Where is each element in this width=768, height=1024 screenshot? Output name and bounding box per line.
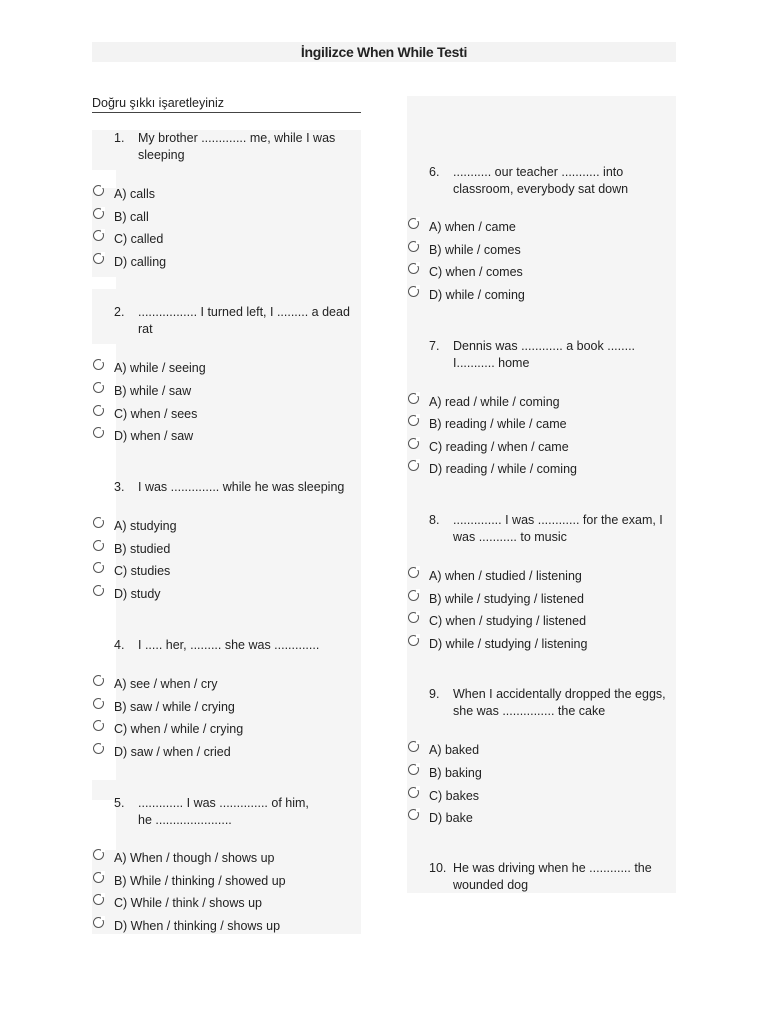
- radio-button-q4-d[interactable]: [93, 743, 104, 754]
- radio-button-q7-b[interactable]: [408, 415, 419, 426]
- option-q4-c[interactable]: C) when / while / crying: [114, 722, 244, 736]
- question-text: ............. I was .............. of him, he ......................: [138, 796, 309, 827]
- option-q5-b[interactable]: B) While / thinking / showed up: [114, 874, 286, 888]
- question-text: My brother ............. me, while I was sleeping: [138, 131, 336, 162]
- option-q1-c[interactable]: C) called: [114, 232, 164, 246]
- question-number: 4.: [114, 638, 125, 652]
- option-q2-c[interactable]: C) when / sees: [114, 407, 198, 421]
- question-text: He was driving when he ............ the wounded dog: [453, 861, 652, 892]
- option-q8-c[interactable]: C) when / studying / listened: [429, 614, 587, 628]
- radio-button-q6-d[interactable]: [408, 286, 419, 297]
- option-q9-d[interactable]: D) bake: [429, 811, 473, 825]
- option-q3-a[interactable]: A) studying: [114, 519, 177, 533]
- option-q7-a[interactable]: A) read / while / coming: [429, 395, 560, 409]
- question-number: 2.: [114, 305, 125, 319]
- radio-button-q1-d[interactable]: [93, 253, 104, 264]
- option-q4-d[interactable]: D) saw / when / cried: [114, 745, 231, 759]
- option-q5-d[interactable]: D) When / thinking / shows up: [114, 919, 281, 933]
- radio-button-q5-a[interactable]: [93, 849, 104, 860]
- option-q7-b[interactable]: B) reading / while / came: [429, 417, 567, 431]
- option-q1-b[interactable]: B) call: [114, 210, 149, 224]
- option-q1-d[interactable]: D) calling: [114, 255, 167, 269]
- option-q3-d[interactable]: D) study: [114, 587, 161, 601]
- option-q5-a[interactable]: A) When / though / shows up: [114, 851, 275, 865]
- radio-button-q7-c[interactable]: [408, 438, 419, 449]
- option-q1-a[interactable]: A) calls: [114, 187, 155, 201]
- radio-button-q3-b[interactable]: [93, 540, 104, 551]
- radio-button-q9-a[interactable]: [408, 741, 419, 752]
- radio-button-q8-d[interactable]: [408, 635, 419, 646]
- radio-button-q3-d[interactable]: [93, 585, 104, 596]
- radio-button-q9-c[interactable]: [408, 787, 419, 798]
- radio-button-q8-a[interactable]: [408, 567, 419, 578]
- radio-button-q1-c[interactable]: [93, 230, 104, 241]
- option-q8-d[interactable]: D) while / studying / listening: [429, 637, 588, 651]
- option-q9-b[interactable]: B) baking: [429, 766, 482, 780]
- radio-button-q1-b[interactable]: [93, 208, 104, 219]
- option-q9-c[interactable]: C) bakes: [429, 789, 480, 803]
- option-q6-b[interactable]: B) while / comes: [429, 243, 521, 257]
- radio-button-q6-a[interactable]: [408, 218, 419, 229]
- radio-button-q4-c[interactable]: [93, 720, 104, 731]
- option-q4-b[interactable]: B) saw / while / crying: [114, 700, 235, 714]
- question-text: I ..... her, ......... she was .............: [138, 638, 320, 652]
- option-q2-a[interactable]: A) while / seeing: [114, 361, 206, 375]
- question-number: 8.: [429, 513, 440, 527]
- radio-button-q9-d[interactable]: [408, 809, 419, 820]
- option-q5-c[interactable]: C) While / think / shows up: [114, 896, 262, 910]
- question-number: 3.: [114, 480, 125, 494]
- option-q7-c[interactable]: C) reading / when / came: [429, 440, 569, 454]
- option-q6-a[interactable]: A) when / came: [429, 220, 516, 234]
- option-q6-c[interactable]: C) when / comes: [429, 265, 523, 279]
- radio-button-q6-b[interactable]: [408, 241, 419, 252]
- option-q4-a[interactable]: A) see / when / cry: [114, 677, 218, 691]
- page-title: İngilizce When While Testi: [92, 42, 676, 62]
- radio-button-q5-d[interactable]: [93, 917, 104, 928]
- radio-button-q3-a[interactable]: [93, 517, 104, 528]
- radio-button-q2-a[interactable]: [93, 359, 104, 370]
- question-number: 1.: [114, 131, 125, 145]
- option-q8-a[interactable]: A) when / studied / listening: [429, 569, 582, 583]
- radio-button-q9-b[interactable]: [408, 764, 419, 775]
- radio-button-q7-a[interactable]: [408, 393, 419, 404]
- option-q2-d[interactable]: D) when / saw: [114, 429, 194, 443]
- option-q2-b[interactable]: B) while / saw: [114, 384, 192, 398]
- radio-button-q2-c[interactable]: [93, 405, 104, 416]
- radio-button-q7-d[interactable]: [408, 460, 419, 471]
- option-q6-d[interactable]: D) while / coming: [429, 288, 525, 302]
- radio-button-q5-c[interactable]: [93, 894, 104, 905]
- radio-button-q4-a[interactable]: [93, 675, 104, 686]
- radio-button-q1-a[interactable]: [93, 185, 104, 196]
- question-number: 7.: [429, 339, 440, 353]
- question-number: 10.: [429, 861, 447, 875]
- question-text: Dennis was ............ a book ........ I........... home: [453, 339, 636, 370]
- radio-button-q4-b[interactable]: [93, 698, 104, 709]
- instructions: Doğru şıkkı işaretleyiniz: [92, 96, 361, 113]
- radio-button-q2-b[interactable]: [93, 382, 104, 393]
- radio-button-q2-d[interactable]: [93, 427, 104, 438]
- option-q8-b[interactable]: B) while / studying / listened: [429, 592, 584, 606]
- radio-button-q6-c[interactable]: [408, 263, 419, 274]
- question-number: 9.: [429, 687, 440, 701]
- radio-button-q8-c[interactable]: [408, 612, 419, 623]
- radio-button-q8-b[interactable]: [408, 590, 419, 601]
- option-q9-a[interactable]: A) baked: [429, 743, 480, 757]
- radio-button-q5-b[interactable]: [93, 872, 104, 883]
- question-number: 5.: [114, 796, 125, 810]
- option-q3-b[interactable]: B) studied: [114, 542, 171, 556]
- question-text: ........... our teacher ........... into classroom, everybody sat down: [453, 165, 629, 196]
- question-text: When I accidentally dropped the eggs, she was ............... the cake: [453, 687, 666, 718]
- question-text: ................. I turned left, I ......... a dead rat: [138, 305, 350, 336]
- radio-button-q3-c[interactable]: [93, 562, 104, 573]
- question-text: I was .............. while he was sleeping: [138, 480, 345, 494]
- option-q7-d[interactable]: D) reading / while / coming: [429, 462, 577, 476]
- option-q3-c[interactable]: C) studies: [114, 564, 171, 578]
- question-number: 6.: [429, 165, 440, 179]
- question-text: .............. I was ............ for the exam, I was ........... to music: [453, 513, 663, 544]
